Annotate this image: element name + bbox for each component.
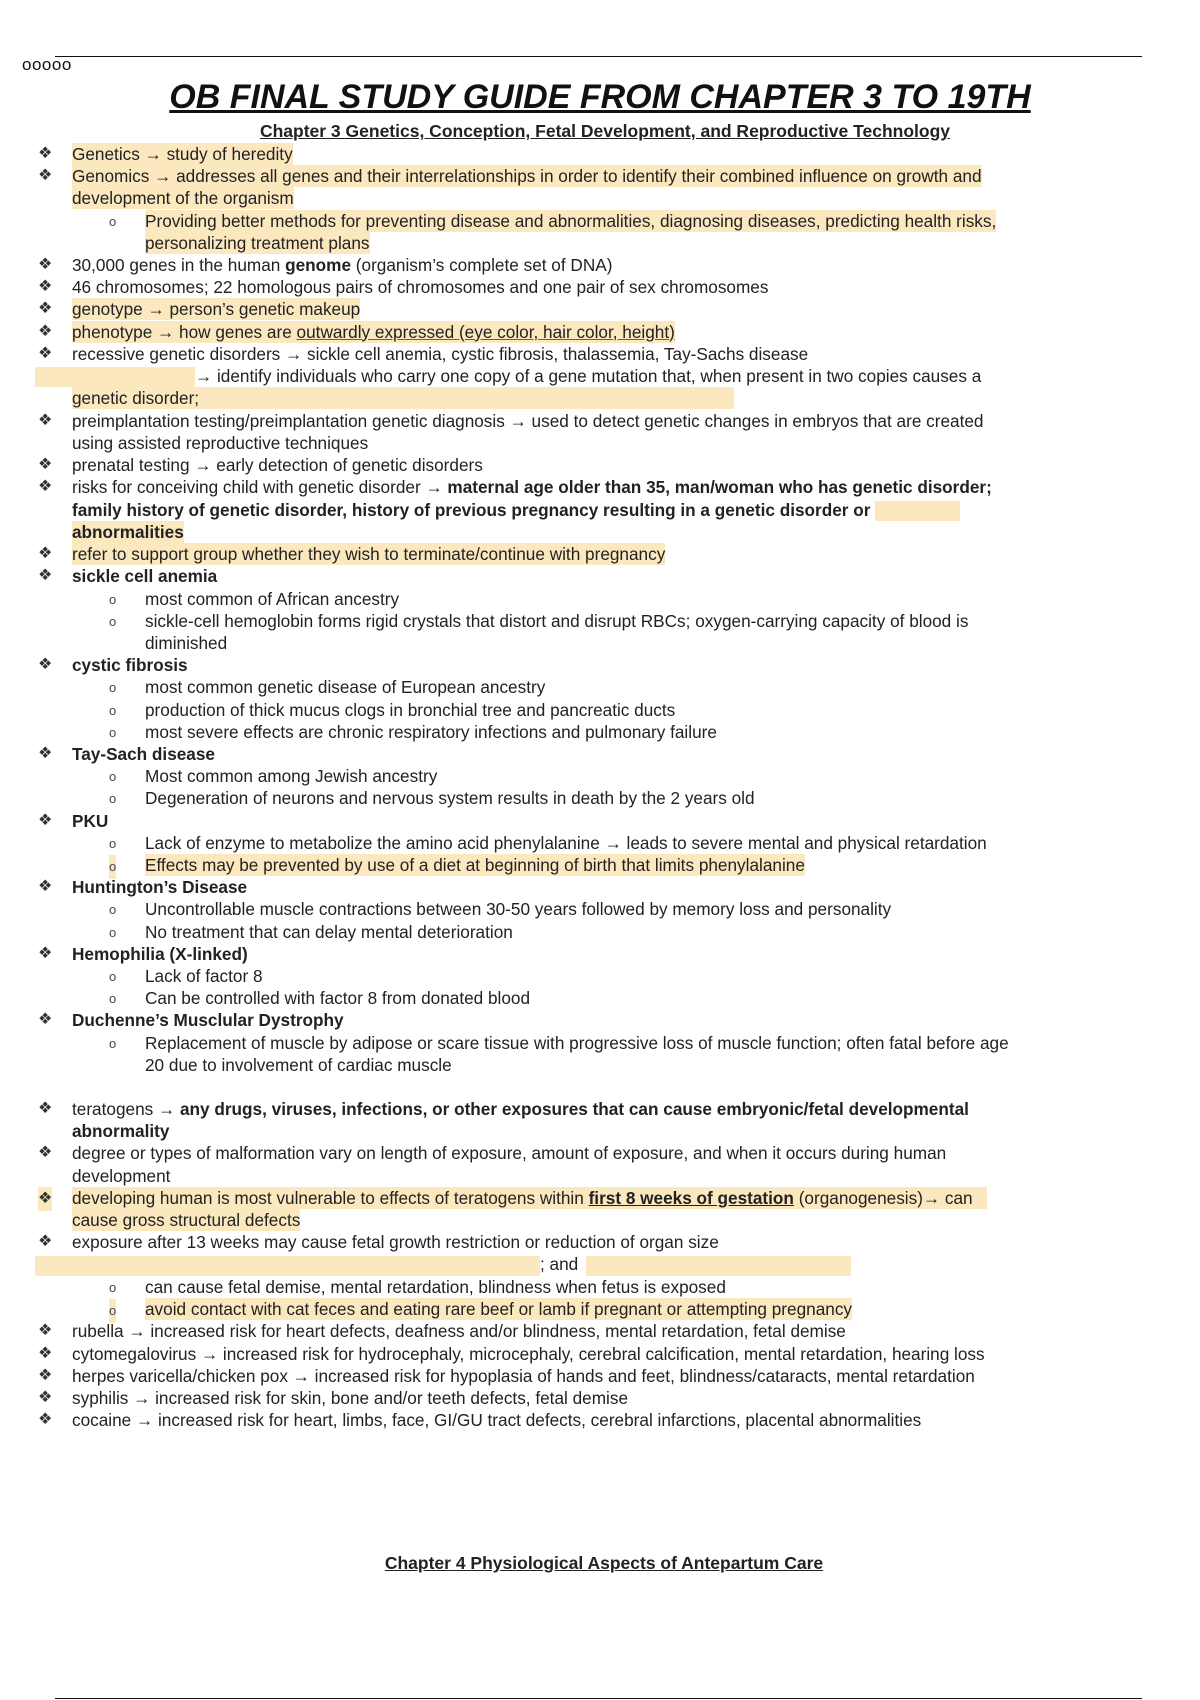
diamond-bullet-icon: ❖ — [38, 478, 53, 496]
bullet-item: ❖ 46 chromosomes; 22 homologous pairs of chromosomes and one pair of sex chromosomes — [38, 277, 769, 298]
bullet-continuation: genetic disorder; — [0, 387, 1200, 409]
circle-bullet-icon: o — [109, 769, 117, 785]
sub-item: o Lack of factor 8 — [0, 965, 1200, 987]
circle-bullet-icon: o — [109, 969, 117, 985]
bullet-item: ❖ refer to support group whether they wish to terminate/continue with pregnancy — [38, 544, 666, 565]
bullet-continuation: development of the organism — [72, 188, 294, 209]
chapter-4-heading: Chapter 4 Physiological Aspects of Antepartum Care — [384, 1553, 824, 1573]
sub-item: o Replacement of muscle by adipose or scare tissue with progressive loss of muscle function; often fatal before age — [0, 1032, 1200, 1054]
redacted-highlight — [586, 1256, 851, 1276]
bullet-item: ❖ Genomics → addresses all genes and their interrelationships in order to identify their combined influence on growth and — [38, 166, 982, 187]
sub-continuation: 20 due to involvement of cardiac muscle — [145, 1054, 452, 1075]
diamond-bullet-icon: ❖ — [38, 1100, 53, 1118]
sub-item: o most common genetic disease of European ancestry — [0, 676, 1200, 698]
redacted-highlight — [35, 367, 195, 387]
circle-bullet-icon: o — [109, 213, 117, 229]
bullet-continuation: → identify individuals who carry one copy of a gene mutation that, when present in two copies causes a — [0, 365, 1200, 387]
sub-item: o Degeneration of neurons and nervous system results in death by the 2 years old — [0, 787, 1200, 809]
circle-bullet-icon: o — [109, 1279, 117, 1295]
diamond-bullet-icon: ❖ — [38, 322, 53, 340]
circle-bullet-icon: o — [109, 1035, 117, 1051]
sub-item: o can cause fetal demise, mental retardation, blindness when fetus is exposed — [0, 1276, 1200, 1298]
bullet-item: ❖ Duchenne’s Musclular Dystrophy — [38, 1010, 344, 1031]
diamond-bullet-icon: ❖ — [38, 1366, 53, 1384]
bullet-item: ❖ herpes varicella/chicken pox → increased risk for hypoplasia of hands and feet, blindness/cataracts, mental retardation — [38, 1365, 975, 1386]
diamond-bullet-icon: ❖ — [38, 1411, 53, 1429]
diamond-bullet-icon: ❖ — [38, 744, 53, 762]
circle-bullet-icon: o — [109, 902, 117, 918]
bullet-item: ❖ rubella → increased risk for heart defects, deafness and/or blindness, mental retardation, fetal demise — [38, 1321, 846, 1342]
bullet-item: ❖ teratogens → any drugs, viruses, infections, or other exposures that can cause embryonic/fetal developmental — [38, 1099, 969, 1120]
bullet-item: ❖ phenotype → how genes are outwardly expressed (eye color, hair color, height) — [38, 321, 675, 342]
sub-item: o Effects may be prevented by use of a diet at beginning of birth that limits phenylalanine — [0, 854, 1200, 876]
bullet-item: ❖ Hemophilia (X-linked) — [38, 943, 248, 964]
sub-continuation: diminished — [145, 632, 228, 653]
diamond-bullet-icon: ❖ — [38, 1388, 53, 1406]
bullet-item: ❖ cytomegalovirus → increased risk for hydrocephaly, microcephaly, cerebral calcification, mental retardation, hearing loss — [38, 1343, 985, 1364]
diamond-bullet-icon: ❖ — [38, 1322, 53, 1340]
bullet-continuation: using assisted reproductive techniques — [72, 432, 369, 453]
sub-item: o Most common among Jewish ancestry — [0, 765, 1200, 787]
sub-item: o Providing better methods for preventing disease and abnormalities, diagnosing diseases, predicting health risks, — [0, 210, 1200, 232]
diamond-bullet-icon: ❖ — [38, 1233, 53, 1251]
sub-item: o Can be controlled with factor 8 from donated blood — [0, 987, 1200, 1009]
diamond-bullet-icon: ❖ — [38, 656, 53, 674]
sub-item: o most common of African ancestry — [0, 588, 1200, 610]
circle-bullet-icon: o — [109, 613, 117, 629]
sub-item: o Lack of enzyme to metabolize the amino acid phenylalanine → leads to severe mental and physical retardation — [0, 832, 1200, 854]
sub-item: o production of thick mucus clogs in bronchial tree and pancreatic ducts — [0, 699, 1200, 721]
diamond-bullet-icon: ❖ — [38, 1144, 53, 1162]
diamond-bullet-icon: ❖ — [38, 567, 53, 585]
bullet-item: ❖ 30,000 genes in the human genome (organism’s complete set of DNA) — [38, 255, 613, 276]
diamond-bullet-icon: ❖ — [38, 456, 53, 474]
logo: ooooo — [22, 55, 72, 74]
bullet-item: ❖ syphilis → increased risk for skin, bone and/or teeth defects, fetal demise — [38, 1387, 629, 1408]
circle-bullet-icon: o — [109, 835, 117, 851]
diamond-bullet-icon: ❖ — [38, 300, 53, 318]
chapter-3-heading: Chapter 3 Genetics, Conception, Fetal Development, and Reproductive Technology — [259, 121, 951, 141]
circle-bullet-icon: o — [109, 791, 117, 807]
bullet-item: ❖ prenatal testing → early detection of genetic disorders — [38, 455, 483, 476]
bullet-item: ❖ sickle cell anemia — [38, 566, 218, 587]
bullet-item: ❖ degree or types of malformation vary on length of exposure, amount of exposure, and when it occurs during human — [38, 1143, 947, 1164]
diamond-bullet-icon: ❖ — [38, 1187, 52, 1211]
bullet-item: ❖ recessive genetic disorders → sickle cell anemia, cystic fibrosis, thalassemia, Tay-Sachs disease — [38, 343, 809, 364]
page-title: OB FINAL STUDY GUIDE FROM CHAPTER 3 TO 19TH — [169, 78, 1031, 116]
circle-bullet-icon: o — [109, 855, 116, 879]
bullet-continuation: cause gross structural defects — [72, 1210, 301, 1231]
bullet-item: ❖ Genetics → study of heredity — [38, 144, 293, 164]
diamond-bullet-icon: ❖ — [38, 256, 53, 274]
circle-bullet-icon: o — [109, 924, 117, 940]
top-rule — [55, 56, 1142, 57]
bottom-rule — [55, 1698, 1142, 1699]
bullet-item: ❖ genotype → person’s genetic makeup — [38, 299, 361, 320]
sub-item: o avoid contact with cat feces and eating rare beef or lamb if pregnant or attempting pregnancy — [0, 1298, 1200, 1320]
study-guide-content — [0, 143, 1200, 1431]
diamond-bullet-icon: ❖ — [38, 344, 53, 362]
redacted-highlight — [35, 1256, 540, 1276]
sub-item: o Uncontrollable muscle contractions between 30-50 years followed by memory loss and personality — [0, 898, 1200, 920]
bullet-continuation: family history of genetic disorder, history of previous pregnancy resulting in a genetic disorder or — [0, 499, 1200, 521]
diamond-bullet-icon: ❖ — [38, 545, 53, 563]
bullet-continuation: development — [72, 1165, 171, 1186]
bullet-item: ❖ PKU — [38, 810, 109, 831]
diamond-bullet-icon: ❖ — [38, 811, 53, 829]
diamond-bullet-icon: ❖ — [38, 1011, 53, 1029]
redacted-highlight — [875, 501, 960, 521]
diamond-bullet-icon: ❖ — [38, 878, 53, 896]
diamond-bullet-icon: ❖ — [38, 145, 53, 162]
bullet-item: ❖ preimplantation testing/preimplantation genetic diagnosis → used to detect genetic changes in embryos that are created — [38, 410, 984, 431]
diamond-bullet-icon: ❖ — [38, 411, 53, 429]
bullet-item: ❖ developing human is most vulnerable to effects of teratogens within first 8 weeks of gestation (organogenesis)→ can — [0, 1187, 1200, 1209]
sub-item: o No treatment that can delay mental deterioration — [0, 921, 1200, 943]
sub-item: o sickle-cell hemoglobin forms rigid crystals that distort and disrupt RBCs; oxygen-carrying capacity of blood is — [0, 610, 1200, 632]
sub-item: o most severe effects are chronic respiratory infections and pulmonary failure — [0, 721, 1200, 743]
circle-bullet-icon: o — [109, 1299, 116, 1323]
bullet-item: ❖ cystic fibrosis — [38, 655, 188, 676]
bullet-item: ❖ risks for conceiving child with genetic disorder → maternal age older than 35, man/woman who has genetic disorder; — [38, 477, 992, 498]
diamond-bullet-icon: ❖ — [38, 944, 53, 962]
diamond-bullet-icon: ❖ — [38, 278, 53, 296]
circle-bullet-icon: o — [109, 702, 117, 718]
circle-bullet-icon: o — [109, 680, 117, 696]
bullet-item: ❖ Huntington’s Disease — [38, 877, 248, 898]
bullet-item: ❖ cocaine → increased risk for heart, limbs, face, GI/GU tract defects, cerebral infarctions, placental abnormalities — [38, 1410, 922, 1431]
circle-bullet-icon: o — [109, 991, 117, 1007]
diamond-bullet-icon: ❖ — [38, 1344, 53, 1362]
bullet-item: ❖ exposure after 13 weeks may cause fetal growth restriction or reduction of organ size — [38, 1232, 719, 1253]
bullet-continuation: ; and — [0, 1253, 1200, 1275]
diamond-bullet-icon: ❖ — [38, 167, 53, 185]
bullet-item: ❖ Tay-Sach disease — [38, 743, 215, 764]
bullet-continuation: abnormalities — [72, 521, 184, 542]
circle-bullet-icon: o — [109, 724, 117, 740]
bullet-continuation: abnormality — [72, 1121, 170, 1142]
sub-continuation: personalizing treatment plans — [145, 232, 370, 253]
circle-bullet-icon: o — [109, 591, 117, 607]
